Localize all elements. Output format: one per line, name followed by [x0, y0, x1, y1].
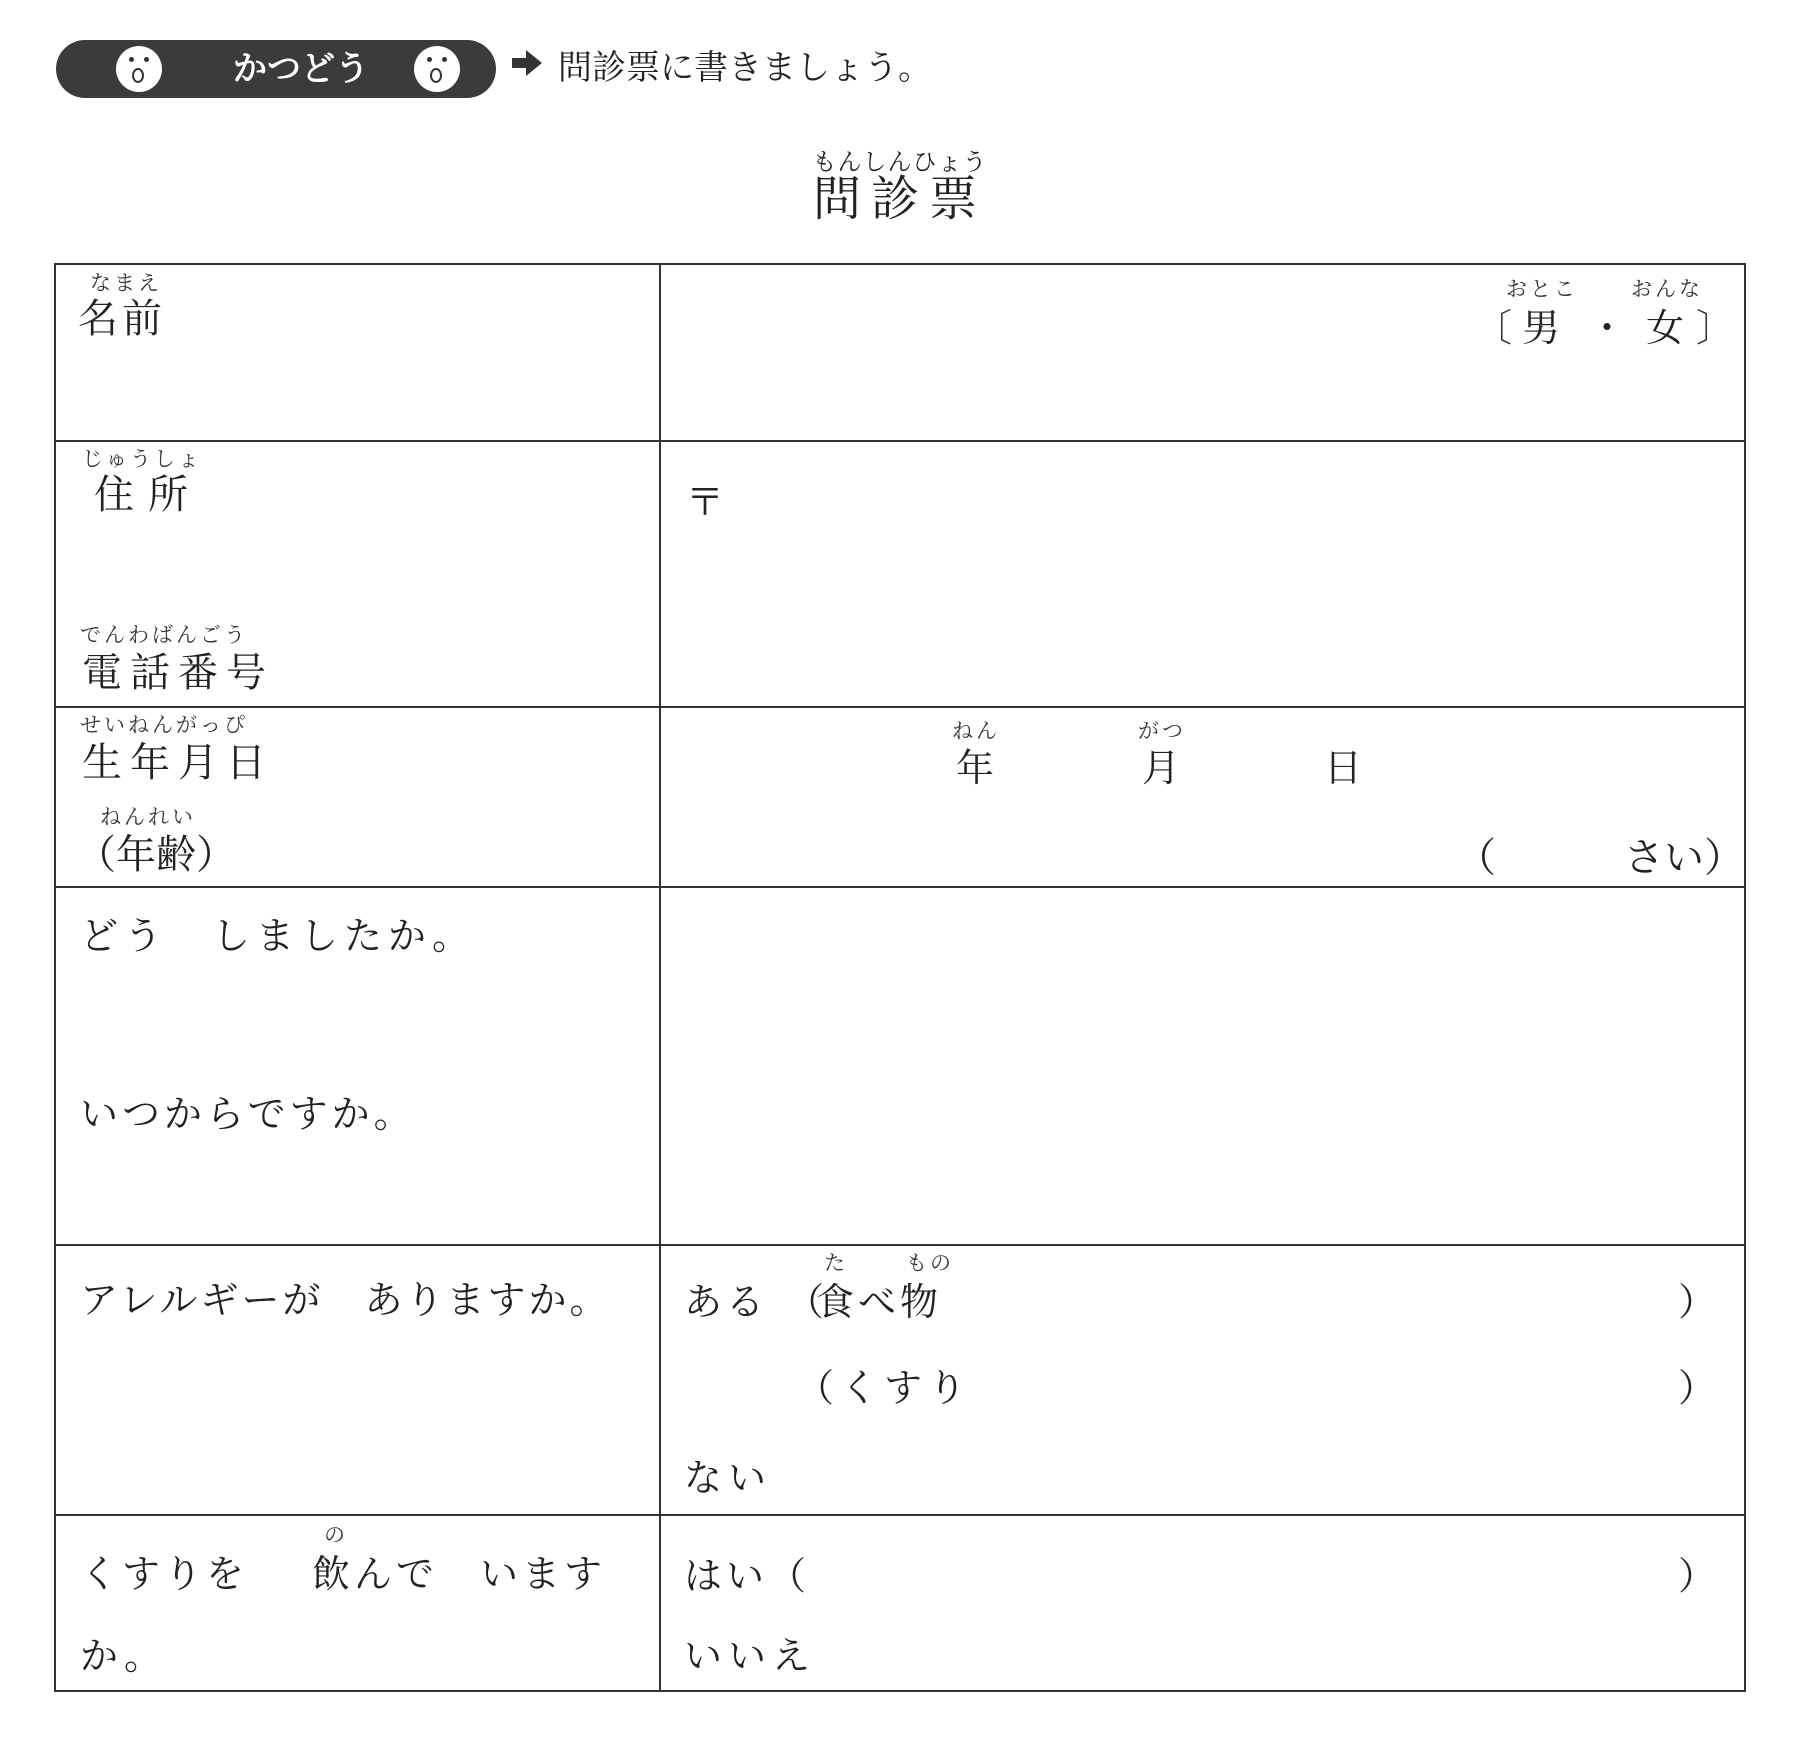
age-paren-open: （: [1456, 835, 1496, 881]
allergy-question: アレルギーが ありますか。: [80, 1278, 611, 1322]
birthday-ruby: せいねんがっぴ: [80, 713, 248, 737]
gender-male-ruby: おとこ: [1506, 277, 1578, 301]
medicine-question-part3: か。: [80, 1634, 169, 1678]
row-divider: [56, 1244, 1744, 1246]
birthday-label: 生年月日: [82, 740, 274, 786]
address-label: 住所: [94, 472, 202, 518]
postal-mark-icon: 〒: [686, 480, 725, 524]
surprised-face-icon: [116, 46, 162, 92]
allergy-yes-option[interactable]: ある: [684, 1280, 769, 1324]
name-ruby: なまえ: [90, 271, 162, 295]
questionnaire-form: [54, 263, 1746, 1692]
medicine-no-option[interactable]: いいえ: [684, 1634, 817, 1678]
month-label: 月: [1142, 746, 1181, 790]
allergy-medicine-label: （くすり: [796, 1366, 973, 1410]
gender-option-female[interactable]: 女: [1646, 306, 1685, 350]
phone-ruby: でんわばんごう: [80, 623, 248, 647]
allergy-food-paren-open: （: [786, 1280, 825, 1324]
age-ruby: ねんれい: [100, 805, 196, 829]
gender-bracket-close: 〕: [1696, 306, 1735, 350]
column-divider: [659, 265, 661, 1690]
gender-option-male[interactable]: 男: [1522, 306, 1561, 350]
allergy-food-paren-close: ）: [1678, 1280, 1717, 1324]
allergy-food-label: 食べ物: [816, 1280, 943, 1324]
instruction-text: 問診票に書きましょう。: [558, 48, 932, 88]
age-unit: さい）: [1624, 835, 1744, 881]
medicine-question-ruby: の: [324, 1523, 348, 1547]
arrow-right-icon-head: [526, 50, 542, 76]
name-label: 名前: [78, 296, 166, 342]
row-divider: [56, 1514, 1744, 1516]
allergy-medicine-paren-close: ）: [1678, 1366, 1717, 1410]
page-title: 問診票: [812, 171, 987, 227]
activity-badge: [56, 40, 496, 98]
title-ruby: もんしんひょう: [812, 148, 988, 176]
month-ruby: がつ: [1138, 719, 1186, 743]
address-ruby: じゅうしょ: [82, 447, 202, 471]
food-ruby-ta: た: [824, 1251, 848, 1275]
year-label: 年: [956, 746, 995, 790]
medicine-yes-option[interactable]: はい（: [684, 1554, 811, 1598]
name-input-area[interactable]: [668, 265, 1744, 439]
gender-female-ruby: おんな: [1631, 277, 1703, 301]
gender-separator: ・: [1588, 306, 1627, 350]
medicine-question-part2: 飲んで います: [312, 1552, 607, 1596]
phone-label: 電話番号: [82, 650, 274, 696]
surprised-face-icon: [414, 46, 460, 92]
symptom-input-area[interactable]: [668, 888, 1744, 1242]
year-ruby: ねん: [952, 719, 1000, 743]
food-ruby-mono: もの: [906, 1251, 954, 1275]
medicine-question-part1: くすりを: [80, 1552, 249, 1596]
symptom-question: どう しましたか。: [80, 914, 477, 958]
allergy-no-option[interactable]: ない: [684, 1456, 773, 1500]
birthday-input-area[interactable]: [668, 708, 1744, 884]
age-label: （年齢）: [76, 832, 236, 878]
day-label: 日: [1324, 746, 1363, 790]
medicine-paren-close: ）: [1678, 1554, 1717, 1598]
activity-label: かつどう: [233, 49, 369, 89]
onset-question: いつからですか。: [80, 1092, 416, 1136]
address-input-area[interactable]: [668, 442, 1744, 704]
gender-bracket-open: 〔: [1474, 306, 1513, 350]
